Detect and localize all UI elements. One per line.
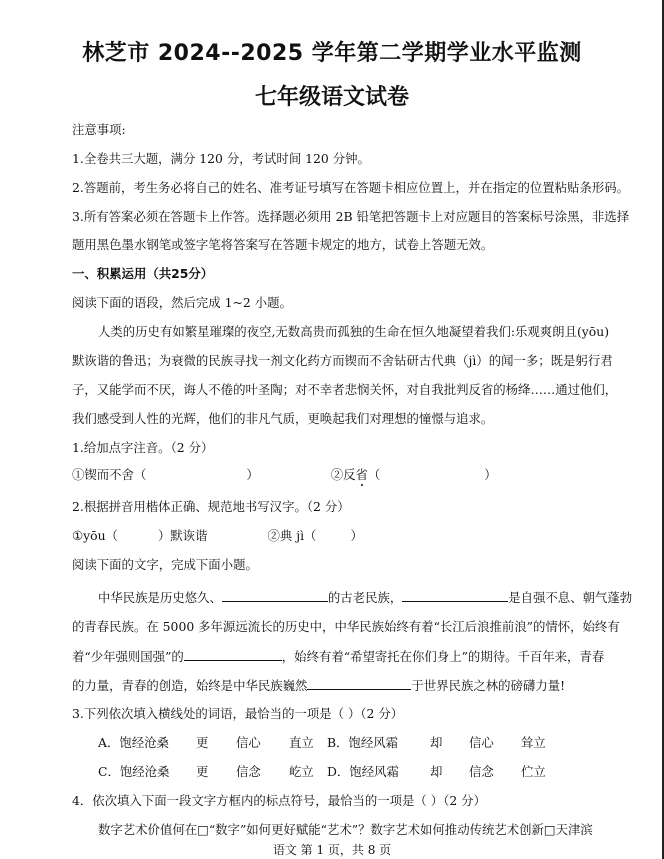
passage2-text: 着“少年强则国强”的 bbox=[72, 649, 184, 664]
question-4: 4．依次填入下面一段文字方框内的标点符号，最恰当的一项是（ ）（2 分） bbox=[72, 793, 486, 808]
fill-blank-1 bbox=[222, 589, 328, 602]
instruction: 阅读下面的文字，完成下面小题。 bbox=[72, 557, 258, 572]
passage2-text: 的力量，青春的创造，始终是中华民族巍然 bbox=[72, 678, 308, 693]
q3-option-word: 却 bbox=[430, 735, 443, 750]
page-title: 林芝市 2024--2025 学年第二学期学业水平监测 bbox=[82, 41, 582, 66]
passage2-text: 是自强不息、朝气蓬勃 bbox=[508, 590, 633, 605]
passage2-line: 的青春民族。在 5000 多年源远流长的历史中，中华民族始终有着“长江后浪推前浪”的情怀，始终有 bbox=[72, 619, 620, 634]
page-footer: 语文 第 1 页，共 8 页 bbox=[272, 843, 392, 857]
q2a-suffix: ）默诙谐 bbox=[157, 528, 208, 543]
passage2-text: 中华民族是历史悠久、 bbox=[98, 590, 222, 605]
question-2-items bbox=[72, 528, 363, 544]
passage2-line bbox=[98, 589, 632, 606]
q3-option-a: A．饱经沧桑 bbox=[98, 735, 169, 750]
passage2-line bbox=[72, 648, 604, 665]
question-2: 2.根据拼音用楷体正确、规范地书写汉字。（2 分） bbox=[72, 499, 350, 514]
q1a-suffix: 而不舍（ bbox=[96, 467, 147, 482]
passage2-line bbox=[72, 677, 565, 694]
fill-blank-2 bbox=[402, 589, 508, 602]
q3-option-word: 直立 bbox=[289, 735, 314, 750]
question-1: 1.给加点字注音。（2 分） bbox=[72, 440, 214, 455]
question-4-text: 数字艺术价值何在□“数字”如何更好赋能“艺术”？数字艺术如何推动传统艺术创新□天津滨 bbox=[98, 822, 593, 837]
notice-item: 题用黑色墨水钢笔或签字笔将答案写在答题卡规定的地方，试卷上答题无效。 bbox=[72, 237, 494, 252]
passage-line: 子，又能学而不厌，诲人不倦的叶圣陶；对不幸者悲悯关怀，对自我批判反省的杨绛……通过他们， bbox=[72, 382, 618, 397]
q1b-suffix: （ bbox=[367, 467, 381, 482]
fill-blank-4 bbox=[307, 677, 411, 690]
notice-item: 2.答题前，考生务必将自己的姓名、准考证号填写在答题卡相应位置上，并在指定的位置粘贴条形码。 bbox=[72, 180, 630, 195]
q1b-dotted-char: 省 bbox=[355, 467, 368, 482]
q3-option-word: 更 bbox=[196, 735, 209, 750]
q3-option-word: 却 bbox=[430, 764, 443, 779]
fill-blank-3 bbox=[184, 648, 282, 661]
question-1-items bbox=[72, 467, 497, 483]
q1b-prefix: ②反 bbox=[330, 467, 356, 482]
page-subtitle: 七年级语文试卷 bbox=[254, 85, 409, 110]
notice-heading: 注意事项: bbox=[72, 122, 126, 137]
passage2-text: 于世界民族之林的磅礴力量! bbox=[411, 678, 566, 693]
q3-option-word: 信心 bbox=[236, 735, 261, 750]
q3-option-word: 伫立 bbox=[521, 764, 546, 779]
q1b-close: ） bbox=[484, 467, 497, 482]
q3-option-word: 更 bbox=[196, 764, 209, 779]
passage2-text: 的古老民族， bbox=[327, 590, 403, 605]
notice-item: 1.全卷共三大题，满分 120 分，考试时间 120 分钟。 bbox=[72, 151, 370, 166]
q3-option-word: 屹立 bbox=[289, 764, 314, 779]
passage2-text: ，始终有着“希望寄托在你们身上”的期待。千百年来，青春 bbox=[281, 649, 605, 664]
q3-option-word: 信念 bbox=[236, 764, 261, 779]
instruction: 阅读下面的语段，然后完成 1~2 小题。 bbox=[72, 295, 292, 310]
q3-option-word: 信念 bbox=[469, 764, 494, 779]
q3-option-c: C．饱经沧桑 bbox=[98, 764, 170, 779]
q2b-prefix: ②典 jì（ bbox=[267, 528, 317, 543]
q3-option-b: B．饱经风霜 bbox=[327, 735, 399, 750]
passage-line: 人类的历史有如繁星璀璨的夜空,无数高贵而孤独的生命在恒久地凝望着我们:乐观爽朗且(yōu) bbox=[98, 324, 610, 339]
passage-line: 默诙谐的鲁迅；为衰微的民族寻找一剂文化药方而锲而不舍钻研古代典（jì）的闻一多；既是躬行君 bbox=[72, 353, 613, 368]
q1a-close: ） bbox=[246, 467, 259, 482]
q2b-suffix: ） bbox=[350, 528, 363, 543]
notice-item: 3.所有答案必须在答题卡上作答。选择题必须用 2B 铅笔把答题卡上对应题目的答案标号涂黑，非选择 bbox=[72, 209, 630, 224]
q1a-prefix: ①锲 bbox=[72, 467, 97, 482]
q3-option-word: 耸立 bbox=[521, 735, 546, 750]
section-heading: 一、积累运用（共25分） bbox=[72, 266, 214, 281]
q3-option-d: D．饱经风霜 bbox=[327, 764, 399, 779]
q2a-prefix: ①yōu（ bbox=[72, 528, 118, 543]
passage-line: 我们感受到人性的光辉，他们的非凡气质，更唤起我们对理想的憧憬与追求。 bbox=[72, 411, 494, 426]
q3-option-word: 信心 bbox=[469, 735, 494, 750]
question-3: 3.下列依次填入横线处的词语，最恰当的一项是（ ）（2 分） bbox=[72, 706, 404, 721]
